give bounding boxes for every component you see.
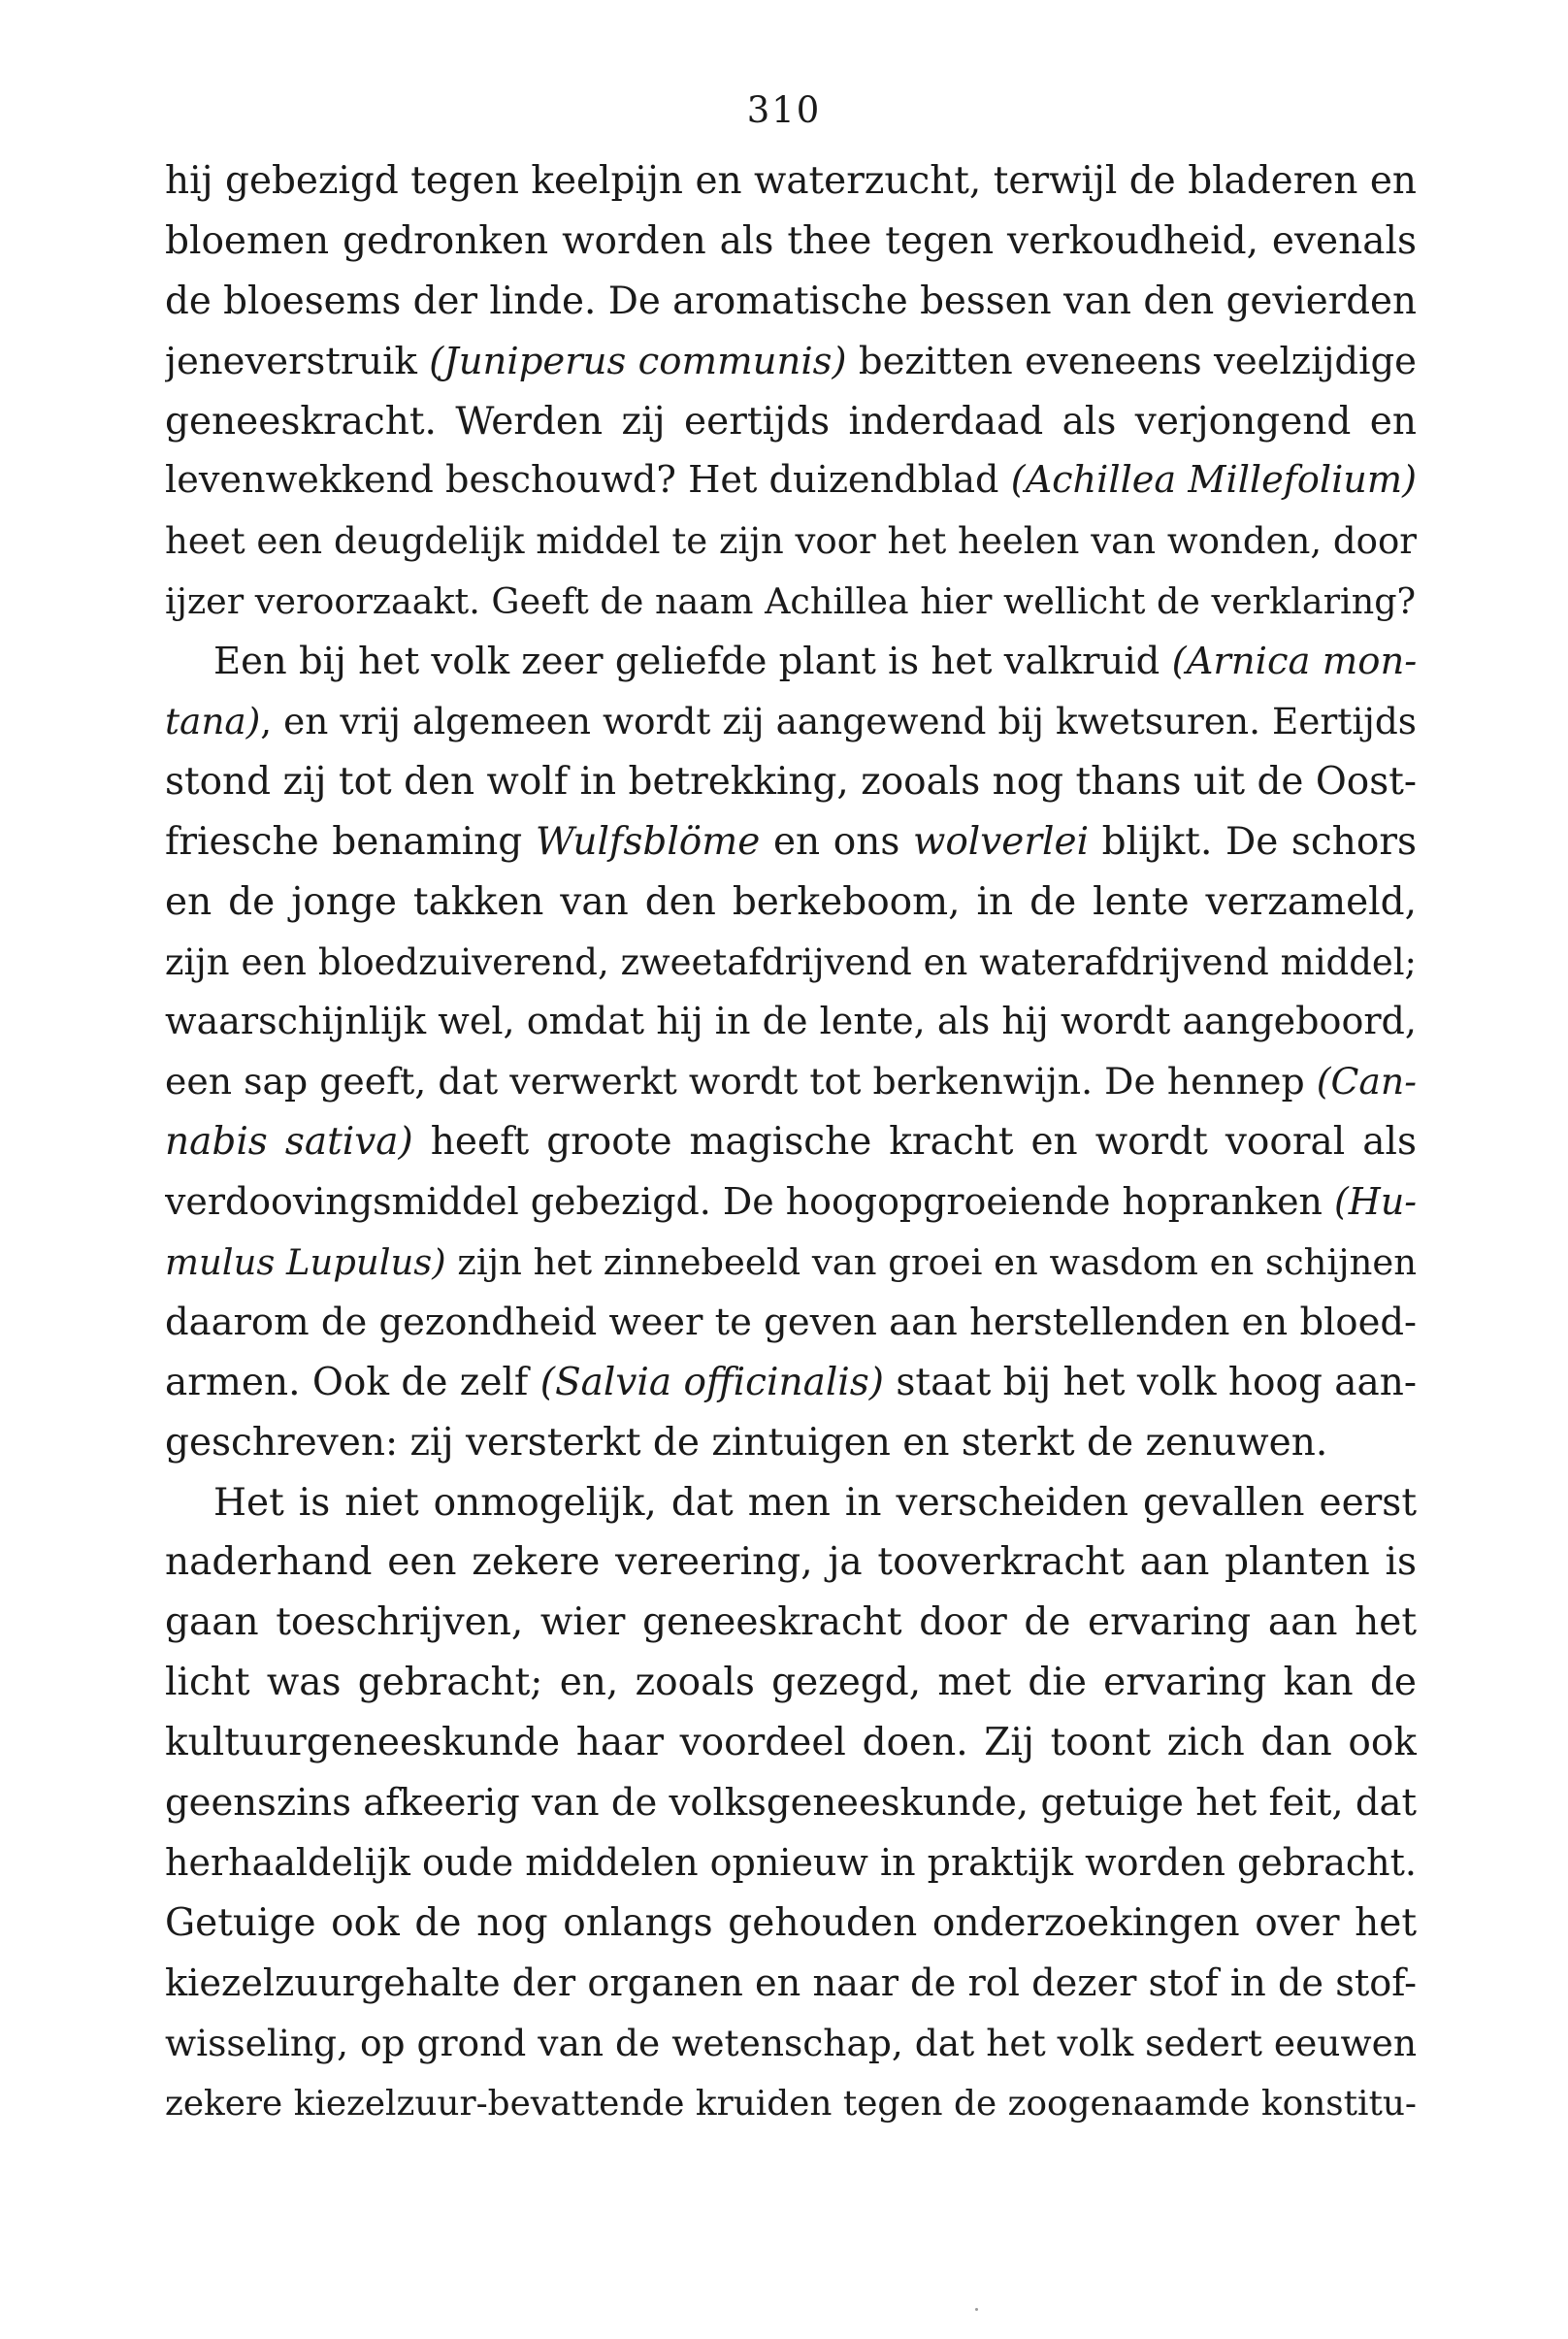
italic-term: nabis sativa) (165, 1120, 413, 1165)
italic-term: mulus Lupulus) (165, 1241, 446, 1284)
text-segment: zekere kiezelzuur-bevattende kruiden tegen de zoogenaamde konstitu- (165, 2083, 1417, 2124)
text-line (165, 272, 1417, 332)
page-number: 310 (746, 89, 822, 131)
text-segment: geenszins afkeerig van de volksgeneeskunde, getuige het feit, dat (165, 1781, 1417, 1826)
text-line (165, 692, 1417, 752)
text-line (165, 873, 1417, 933)
text-line (165, 1593, 1417, 1653)
text-line (165, 1172, 1417, 1233)
text-segment: bezitten eveneens veelzijdige (846, 339, 1417, 383)
text-segment: bloemen gedronken worden als thee tegen verkoudheid, evenals (165, 218, 1417, 263)
text-line (165, 451, 1417, 511)
text-segment: hij gebezigd tegen keelpijn en waterzucht, terwijl de bladeren en (165, 159, 1417, 203)
text-line (165, 992, 1417, 1052)
text-segment: wisseling, op grond van de wetenschap, dat het volk sedert eeuwen (165, 2021, 1417, 2064)
text-line (165, 1293, 1417, 1353)
text-line (165, 1112, 1417, 1172)
text-segment: , en vrij algemeen wordt zij aangewend bij kwetsuren. Eertijds (260, 700, 1417, 743)
text-line (165, 1833, 1417, 1894)
italic-term: tana) (165, 700, 261, 743)
italic-term: (Juniperus communis) (429, 339, 847, 383)
text-line (165, 392, 1417, 452)
text-segment: levenwekkend beschouwd? Het duizendblad (165, 459, 1011, 503)
italic-term: (Salvia officinalis) (539, 1360, 884, 1404)
text-segment: Getuige ook de nog onlangs gehouden onderzoekingen over het (165, 1900, 1417, 1945)
italic-term: (Can- (1316, 1060, 1417, 1104)
text-segment: naderhand een zekere vereering, ja tooverkracht aan planten is (165, 1540, 1417, 1585)
text-segment: friesche benaming (165, 819, 536, 864)
text-segment: stond zij tot den wolf in betrekking, zooals nog thans uit de Oost- (165, 759, 1417, 804)
text-segment: staat bij het volk hoog aan- (884, 1360, 1417, 1404)
italic-term: Wulfsblöme (535, 819, 761, 864)
italic-term: (Hu- (1334, 1180, 1417, 1224)
text-segment: licht was gebracht; en, zooals gezegd, met die ervaring kan de (165, 1661, 1417, 1705)
text-line (165, 632, 1417, 692)
text-line (165, 1413, 1417, 1473)
text-segment: de bloesems der linde. De aromatische bessen van den gevierden (165, 279, 1417, 323)
text-line (165, 511, 1417, 572)
text-segment: verdoovingsmiddel gebezigd. De hoogopgroeiende hopranken (165, 1180, 1335, 1224)
text-segment: blijkt. De schors (1089, 819, 1417, 864)
print-speck (975, 2308, 978, 2311)
text-segment: ijzer veroorzaakt. Geeft de naam Achillea hier wellicht de verklaring? (165, 580, 1417, 623)
text-segment: en de jonge takken van den berkeboom, in de lente verzameld, (165, 879, 1417, 924)
text-line (165, 2014, 1417, 2074)
text-segment: geneeskracht. Werden zij eertijds inderdaad als verjongend en (165, 399, 1417, 444)
text-segment: waarschijnlijk wel, omdat hij in de lente, als hij wordt aangeboord, (165, 1000, 1417, 1043)
text-segment: jeneverstruik (165, 339, 430, 383)
text-segment: heet een deugdelijk middel te zijn voor het heelen van wonden, door (165, 520, 1417, 563)
text-line (165, 812, 1417, 873)
italic-term: (Arnica mon- (1171, 640, 1417, 684)
text-line (165, 1653, 1417, 1713)
text-line (165, 1954, 1417, 2014)
text-line (165, 572, 1417, 632)
text-segment: heeft groote magische kracht en wordt vooral als (412, 1120, 1417, 1165)
italic-term: (Achillea Millefolium) (1010, 459, 1417, 503)
text-segment: en ons (760, 819, 913, 864)
text-segment: daarom de gezondheid weer te geven aan herstellenden en bloed- (165, 1300, 1417, 1344)
text-segment: zijn een bloedzuiverend, zweetafdrijvend en waterafdrijvend middel; (165, 940, 1417, 983)
body-text (165, 151, 1417, 2133)
text-line (165, 1052, 1417, 1112)
text-line (165, 1713, 1417, 1773)
text-line (165, 1353, 1417, 1413)
text-line (165, 151, 1417, 212)
text-segment: een sap geeft, dat verwerkt wordt tot berkenwijn. De hennep (165, 1060, 1317, 1104)
text-segment: kiezelzuurgehalte der organen en naar de rol dezer stof in de stof- (165, 1960, 1417, 2005)
text-segment: geschreven: zij versterkt de zintuigen en sterkt de zenuwen. (165, 1420, 1328, 1465)
text-segment: Het is niet onmogelijk, dat men in verscheiden gevallen eerst (213, 1480, 1417, 1525)
text-segment: gaan toeschrijven, wier geneeskracht door de ervaring aan het (165, 1600, 1417, 1645)
text-line (165, 752, 1417, 812)
text-line (165, 1894, 1417, 1954)
text-line (165, 1532, 1417, 1593)
text-line (165, 332, 1417, 392)
text-line (165, 1233, 1417, 1293)
italic-term: wolverlei (912, 819, 1090, 864)
text-segment: Een bij het volk zeer geliefde plant is het valkruid (213, 640, 1172, 684)
text-line (165, 933, 1417, 993)
text-line (165, 2074, 1417, 2134)
text-segment: armen. Ook de zelf (165, 1360, 540, 1404)
text-line (165, 1773, 1417, 1833)
text-segment: zijn het zinnebeeld van groei en wasdom en schijnen (445, 1241, 1417, 1284)
text-segment: herhaaldelijk oude middelen opnieuw in praktijk worden gebracht. (165, 1840, 1417, 1884)
text-line (165, 212, 1417, 272)
text-line (165, 1473, 1417, 1533)
text-segment: kultuurgeneeskunde haar voordeel doen. Zij toont zich dan ook (165, 1721, 1417, 1765)
